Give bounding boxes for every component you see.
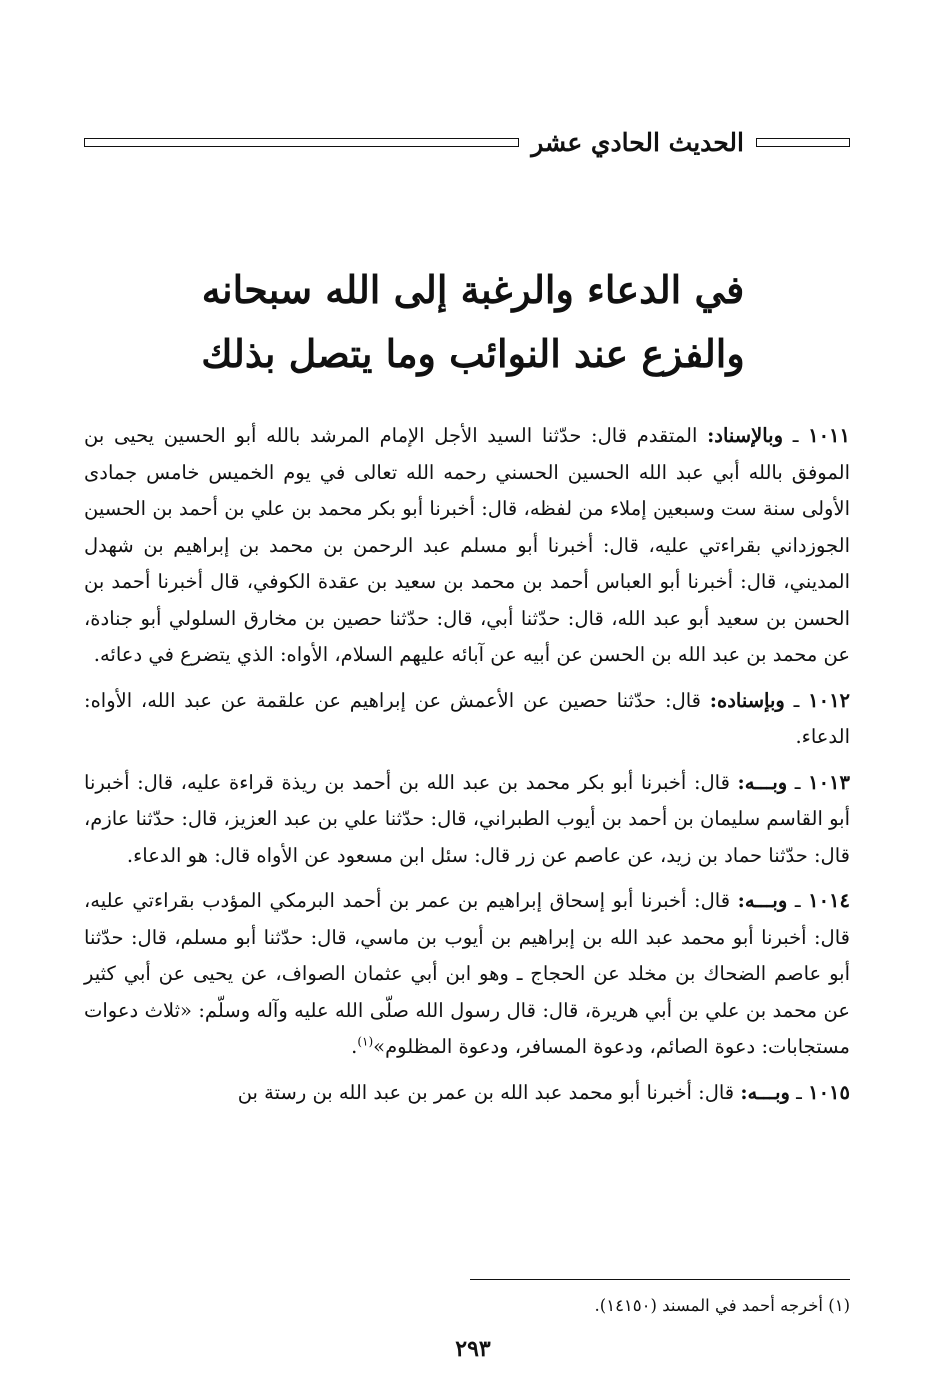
hadith-text: قال: أخبرنا أبو إسحاق إبراهيم بن عمر بن أحمد البرمكي المؤدب بقراءتي عليه، قال: أخبرنا أبو محمد عبد الله بن إبراهيم بن أيوب بن ماسي، قال: حدّثنا أبو مسلم، قال: حدّثنا أبو عاصم الضحاك بن مخلد عن الحجاج ـ وهو ابن أبي عثمان الصواف، عن يحيى عن أبي كثير عن محمد بن علي بن أبي هريرة، قال: قال رسول الله صلّى الله عليه وآله وسلّم: «ثلاث دعوات مستجابات: دعوة الصائم، ودعوة المسافر، ودعوة المظلوم» [84,889,850,1058]
chapter-title-line-1: في الدعاء والرغبة إلى الله سبحانه [201,267,745,312]
header-rule-left [84,138,519,147]
isnad-lead: وبإسناده: [709,688,785,712]
hadith-paragraph-1014: ١٠١٤ ـ وبـــه: قال: أخبرنا أبو إسحاق إبراهيم بن عمر بن أحمد البرمكي المؤدب بقراءتي عليه، قال: أخبرنا أبو محمد عبد الله بن إبراهيم بن أيوب بن ماسي، قال: حدّثنا أبو مسلم، قال: حدّثنا أبو عاصم الضحاك بن مخلد عن الحجاج ـ وهو ابن أبي عثمان الصواف، عن يحيى عن أبي كثير عن محمد بن علي بن أبي هريرة، قال: قال رسول الله صلّى الله عليه وآله وسلّم: «ثلاث دعوات مستجابات: دعوة الصائم، ودعوة المسافر، ودعوة المظلوم»$^{(١)}$. [84,889,851,1058]
footnote: (١) أخرجه أحمد في المسند (١٤١٥٠). [594,1296,850,1315]
hadith-body [84,418,850,1120]
hadith-number: ١٠١٥ [808,1080,850,1104]
hadith-paragraph-1013: ١٠١٣ ـ وبـــه: قال: أخبرنا أبو بكر محمد بن عبد الله بن أحمد بن ريذة قراءة عليه، قال: أخبرنا أبو القاسم سليمان بن أحمد بن أيوب الطبراني، قال: حدّثنا علي بن عبد العزيز، قال: حدّثنا عازم، قال: حدّثنا حماد بن زيد، عن عاصم عن زر قال: سئل ابن مسعود عن الأواه قال: هو الدعاء. [84,770,850,867]
hadith-text: قال: أخبرنا أبو بكر محمد بن عبد الله بن أحمد بن ريذة قراءة عليه، قال: أخبرنا أبو القاسم سليمان بن أحمد بن أيوب الطبراني، قال: حدّثنا علي بن عبد العزيز، قال: حدّثنا عازم، قال: حدّثنا حماد بن زيد، عن عاصم عن زر قال: سئل ابن مسعود عن الأواه قال: هو الدعاء. [84,770,850,867]
hadith-text: قال: حدّثنا حصين عن الأعمش عن إبراهيم عن علقمة عن عبد الله، الأواه: الدعاء. [84,688,850,748]
hadith-number: ١٠١١ [808,424,850,447]
hadith-text: المتقدم قال: حدّثنا السيد الأجل الإمام المرشد بالله أبو الحسين يحيى بن الموفق بالله أبي عبد الله الحسين الحسني رحمه الله تعالى في يوم الخميس خامس جمادى الأولى سنة ست وسبعين إملاء من لفظه، قال: أخبرنا أبو بكر محمد بن علي بن أحمد بن الحسين الجوزداني بقراءتي عليه، قال: أخبرنا أبو مسلم عبد الرحمن بن محمد بن إبراهيم بن شهدل المديني، قال: أخبرنا أبو العباس أحمد بن محمد بن سعيد بن عقدة الكوفي، قال أخبرنا أحمد بن الحسن بن سعيد أبو عبد الله، قال: حدّثنا أبي، قال: حدّثنا حصين بن مخارق السلولي أبو جنادة، عن محمد بن عبد الله بن الحسن عن أبيه عن آبائه عليهم السلام، الأواه: الذي يتضرع في دعائه. [84,424,850,666]
hadith-number: ١٠١٣ [808,770,850,794]
footnote-separator [470,1279,850,1280]
chapter-title [120,258,826,386]
hadith-paragraph-1011: ١٠١١ ـ وبالإسناد: المتقدم قال: حدّثنا السيد الأجل الإمام المرشد بالله أبو الحسين يحيى بن الموفق بالله أبي عبد الله الحسين الحسني رحمه الله تعالى في يوم الخميس خامس جمادى الأولى سنة ست وسبعين إملاء من لفظه، قال: أخبرنا أبو بكر محمد بن علي بن أحمد بن الحسين الجوزداني بقراءتي عليه، قال: أخبرنا أبو مسلم عبد الرحمن بن محمد بن إبراهيم بن شهدل المديني، قال: أخبرنا أبو العباس أحمد بن محمد بن سعيد بن عقدة الكوفي، قال أخبرنا أحمد بن الحسن بن سعيد أبو عبد الله، قال: حدّثنا أبي، قال: حدّثنا حصين بن مخارق السلولي أبو جنادة، عن محمد بن عبد الله بن الحسن عن أبيه عن آبائه عليهم السلام، الأواه: الذي يتضرع في دعائه. [84,424,850,666]
hadith-number: ١٠١٤ [808,889,851,912]
hadith-paragraph-1015: ١٠١٥ ـ وبـــه: قال: أخبرنا أبو محمد عبد الله بن عمر بن عبد الله بن رستة بن [237,1080,850,1104]
running-header [84,118,850,166]
isnad-lead: وبـــه: [740,1080,790,1104]
running-title: الحديث الحادي عشر [531,127,744,157]
isnad-lead: وبـــه: [737,889,788,912]
isnad-lead: وبالإسناد: [707,424,784,447]
header-rule-right [756,138,850,147]
hadith-number: ١٠١٢ [808,688,851,712]
hadith-text: قال: أخبرنا أبو محمد عبد الله بن عمر بن عبد الله بن رستة بن [237,1080,735,1104]
isnad-lead: وبـــه: [737,770,788,794]
page-number: ٢٩٣ [455,1336,491,1362]
chapter-title-line-2: والفزع عند النوائب وما يتصل بذلك [201,331,745,376]
footnote-reference[interactable]: (١) [357,1034,374,1049]
hadith-paragraph-1012: ١٠١٢ ـ وبإسناده: قال: حدّثنا حصين عن الأعمش عن إبراهيم عن علقمة عن عبد الله، الأواه: الدعاء. [84,688,851,748]
